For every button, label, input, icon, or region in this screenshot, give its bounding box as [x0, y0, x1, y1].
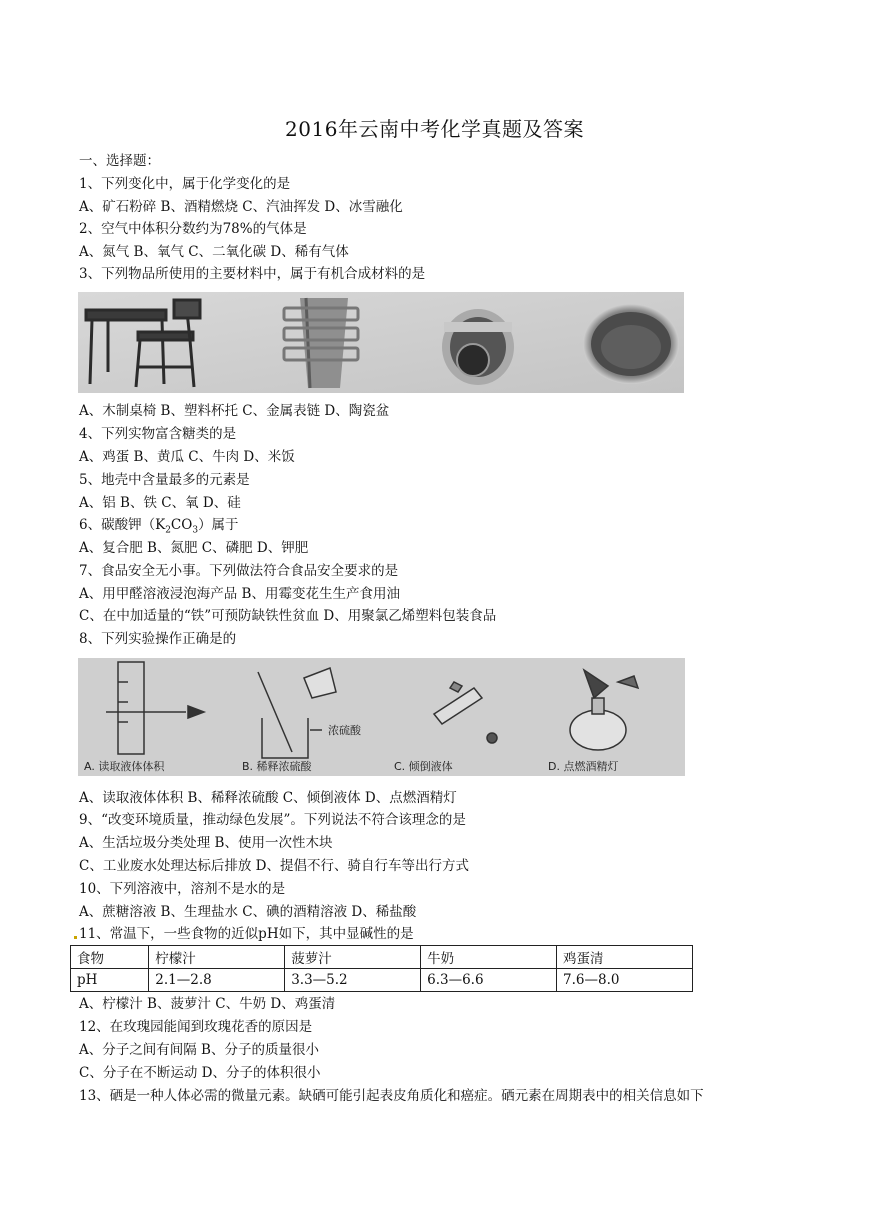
- question-11-options: A、柠檬汁 B、菠萝汁 C、牛奶 D、鸡蛋清: [79, 996, 336, 1012]
- ph-table: [70, 945, 693, 992]
- question-8-options: A、读取液体体积 B、稀释浓硫酸 C、倾倒液体 D、点燃酒精灯: [79, 790, 457, 806]
- section-heading: 一、选择题：: [79, 153, 160, 169]
- question-12-options-cd: C、分子在不断运动 D、分子的体积很小: [79, 1065, 321, 1081]
- q6-sub-2: 2: [165, 525, 171, 536]
- question-12: 12、在玫瑰园能闻到玫瑰花香的原因是: [79, 1019, 313, 1035]
- table-row: [71, 946, 693, 969]
- lab-label-a: A. 读取液体体积: [84, 760, 165, 773]
- question-4-options: A、鸡蛋 B、黄瓜 C、牛肉 D、米饭: [79, 449, 295, 465]
- watch-image: [442, 309, 514, 385]
- question-6: [79, 516, 239, 540]
- table-cell: 7.6—8.0: [557, 969, 693, 992]
- question-9-options-cd: C、工业废水处理达标后排放 D、提倡不行、骑自行车等出行方式: [79, 858, 469, 874]
- question-5: 5、地壳中含量最多的元素是: [79, 472, 250, 488]
- question-6-options: A、复合肥 B、氮肥 C、磷肥 D、钾肥: [79, 540, 309, 556]
- question-2: 2、空气中体积分数约为78%的气体是: [79, 221, 307, 237]
- question-10: 10、下列溶液中，溶剂不是水的是: [79, 881, 286, 897]
- question-2-options: A、氮气 B、氧气 C、二氧化碳 D、稀有气体: [79, 244, 349, 260]
- lab-label-d: D. 点燃酒精灯: [548, 760, 619, 773]
- q6-text-pre: 6、碳酸钾（K: [79, 517, 166, 533]
- lab-label-b: B. 稀释浓硫酸: [242, 760, 312, 773]
- q6-sub-3: 3: [192, 525, 199, 536]
- question-12-options-ab: A、分子之间有间隔 B、分子的质量很小: [79, 1042, 319, 1058]
- question-13: 13、硒是一种人体必需的微量元素。缺硒可能引起表皮角质化和癌症。硒元素在周期表中的相关信息如下: [79, 1088, 704, 1104]
- question-9-options-ab: A、生活垃圾分类处理 B、使用一次性木块: [79, 835, 333, 851]
- question-4: 4、下列实物富含糖类的是: [79, 426, 237, 442]
- table-cell: 2.1—2.8: [149, 969, 285, 992]
- table-cell: 食物: [71, 946, 149, 969]
- scan-speck: [74, 936, 77, 939]
- q6-text-post: ）属于: [198, 517, 239, 533]
- ceramic-bowl-image: [583, 304, 679, 384]
- table-cell: 3.3—5.2: [285, 969, 421, 992]
- table-cell: 菠萝汁: [285, 946, 421, 969]
- table-cell: 鸡蛋清: [557, 946, 693, 969]
- question-7: 7、食品安全无小事。下列做法符合食品安全要求的是: [79, 563, 399, 579]
- question-1: 1、下列变化中，属于化学变化的是: [79, 176, 291, 192]
- question-11: 11、常温下，一些食物的近似pH如下，其中显碱性的是: [79, 926, 414, 942]
- q6-text-mid: CO: [170, 517, 193, 533]
- question-3-options: A、木制桌椅 B、塑料杯托 C、金属表链 D、陶瓷盆: [79, 403, 390, 419]
- question-8: 8、下列实验操作正确是的: [79, 631, 237, 647]
- materials-photo: [78, 292, 684, 393]
- table-row: [71, 969, 693, 992]
- question-1-options: A、矿石粉碎 B、酒精燃烧 C、汽油挥发 D、冰雪融化: [79, 199, 403, 215]
- question-7-options-ab: A、用甲醛溶液浸泡海产品 B、用霉变花生生产食用油: [79, 586, 400, 602]
- question-7-options-cd: C、在中加适量的“铁”可预防缺铁性贫血 D、用聚氯乙烯塑料包装食品: [79, 608, 497, 624]
- lab-operations-photo: [78, 658, 685, 776]
- table-cell: pH: [71, 969, 149, 992]
- question-3: 3、下列物品所使用的主要材料中，属于有机合成材料的是: [79, 266, 426, 282]
- question-5-options: A、铝 B、铁 C、氧 D、硅: [79, 495, 241, 511]
- table-cell: 6.3—6.6: [421, 969, 557, 992]
- document-title: 2016年云南中考化学真题及答案: [285, 117, 584, 141]
- table-cell: 牛奶: [421, 946, 557, 969]
- question-10-options: A、蔗糖溶液 B、生理盐水 C、碘的酒精溶液 D、稀盐酸: [79, 904, 417, 920]
- acid-label: 浓硫酸: [328, 724, 361, 737]
- lab-label-c: C. 倾倒液体: [394, 760, 453, 773]
- table-cell: 柠檬汁: [149, 946, 285, 969]
- question-9: 9、“改变环境质量，推动绿色发展”。下列说法不符合该理念的是: [79, 812, 466, 828]
